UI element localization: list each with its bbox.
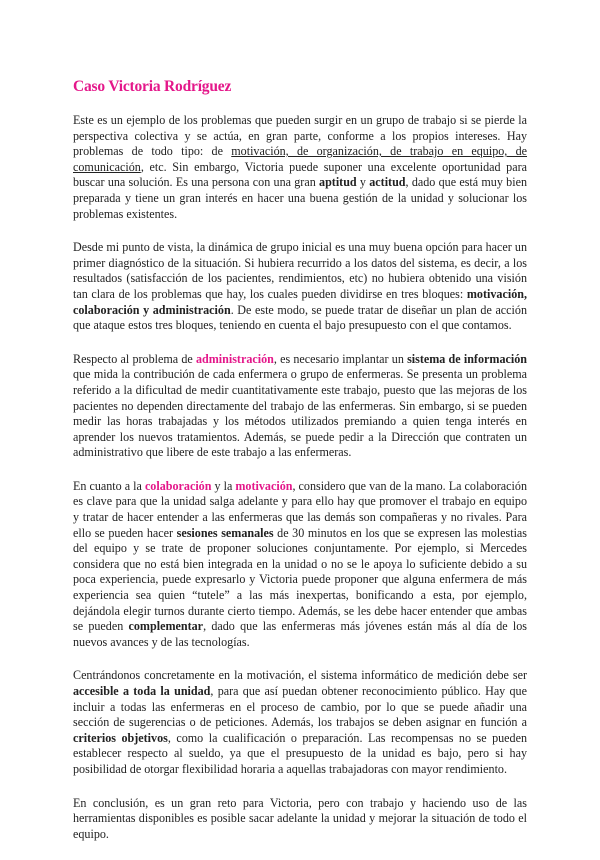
bold-three-blocks: motivación, colaboración y administración (73, 286, 527, 317)
paragraph-motivation: Centrándonos concretamente en la motivación, el sistema informático de medición debe ser accesible a toda la unidad, para que así puedan obtener reconocimiento público. Hay que incluir a todas las enfermeras en el proceso de cambio, por lo que se puede añadir una sección de sugerencias o de peticiones. Además, los trabajos se deben asignar en función a criterios objetivos, como la cualificación o preparación. Las recompensas no se pueden establecer respecto al sueldo, ya que el presupuesto de la unidad es bajo, pero si hay posibilidad de otorgar flexibilidad horaria a aquellas trabajadoras con mayor rendimiento. (73, 668, 527, 776)
keyword-administracion: administración (195, 351, 274, 366)
keyword-colaboracion: colaboración (144, 478, 212, 493)
paragraph-diagnosis: Desde mi punto de vista, la dinámica de grupo inicial es una muy buena opción para hacer un primer diagnóstico de la situación. Si hubiera recurrido a los datos del sistema, es decir, a los resultados (satisfacción de los pacientes, rendimientos, etc) no hubiera obtenido una visión tan clara de los problemas que hay, los cuales pueden dividirse en tres bloques: motivación, colaboración y administración. De este modo, se puede tratar de diseñar un plan de acción que ataque estos tres bloques, teniendo en cuenta el bajo presupuesto con el que contamos. (73, 240, 527, 333)
bold-aptitud: aptitud (319, 175, 357, 190)
bold-actitud: actitud (369, 175, 406, 190)
bold-accesible: accesible a toda la unidad (73, 684, 211, 698)
paragraph-collaboration: En cuanto a la colaboración y la motivación, considero que van de la mano. La colaboración es clave para que la unidad salga adelante y para ello hay que promover el trabajo en equipo y tratar de hacer entender a las enfermeras que las demás son compañeras y no rivales. Para ello se pueden hacer sesiones semanales de 30 minutos en los que se expresen las molestias del equipo y se trate de proponer soluciones conjuntamente. Por ejemplo, si Mercedes considera que no está bien integrada en la unidad o no se le apoya lo suficiente debido a su poca experiencia, puede expresarlo y Victoria puede proponer que alguna enfermera de más experiencia sea quien “tutele” a las más inexpertas, bonificando a esta, por ejemplo, dejándola elegir turnos durante cierto tiempo. Además, se les debe hacer entender que ambas se pueden complementar, dado que las enfermeras más jóvenes están más al día de los nuevos avances y de las tecnologías. (73, 478, 527, 649)
underlined-problems: motivación, de organización, de trabajo en equipo, de comunicación (73, 144, 528, 174)
bold-criterios-objetivos: criterios objetivos (73, 730, 168, 745)
bold-complementar: complementar (128, 619, 204, 634)
keyword-motivacion: motivación (235, 478, 293, 493)
bold-sesiones-semanales: sesiones semanales (176, 525, 274, 540)
paragraph-administration: Respecto al problema de administración, es necesario implantar un sistema de información que mida la contribución de cada enfermera o grupo de enfermeras. Se presenta un problema referido a la dificultad de medir cuantitativamente este trabajo, puesto que las mejoras de los pacientes no dependen directamente del trabajo de las enfermeras. Sin embargo, si se pueden medir las horas trabajadas y los métodos utilizados premiando a quien tenga interés en aprender los nuevos tratamientos. Además, se puede pedir a la Dirección que contraten un administrativo que libere de este trabajo a las enfermeras. (73, 351, 527, 460)
paragraph-intro: Este es un ejemplo de los problemas que pueden surgir en un grupo de trabajo si se pierde la perspectiva colectiva y se actúa, en gran parte, conforme a los propios intereses. Hay problemas de todo tipo: de motivación, de organización, de trabajo en equipo, de comunicación, etc. Sin embargo, Victoria puede suponer una excelente oportunidad para buscar una solución. Es una persona con una gran aptitud y actitud, dado que está muy bien preparada y tiene un gran interés en hacer una buena gestión de la unidad y solucionar los problemas existentes. (73, 113, 528, 221)
bold-sistema-informacion: sistema de información (407, 351, 527, 366)
document-page (73, 78, 527, 860)
document-title: Caso Victoria Rodríguez (73, 78, 232, 95)
paragraph-conclusion: En conclusión, es un gran reto para Victoria, pero con trabajo y haciendo uso de las herramientas disponibles es posible sacar adelante la unidad y mejorar la situación de todo el equipo. (73, 795, 527, 841)
